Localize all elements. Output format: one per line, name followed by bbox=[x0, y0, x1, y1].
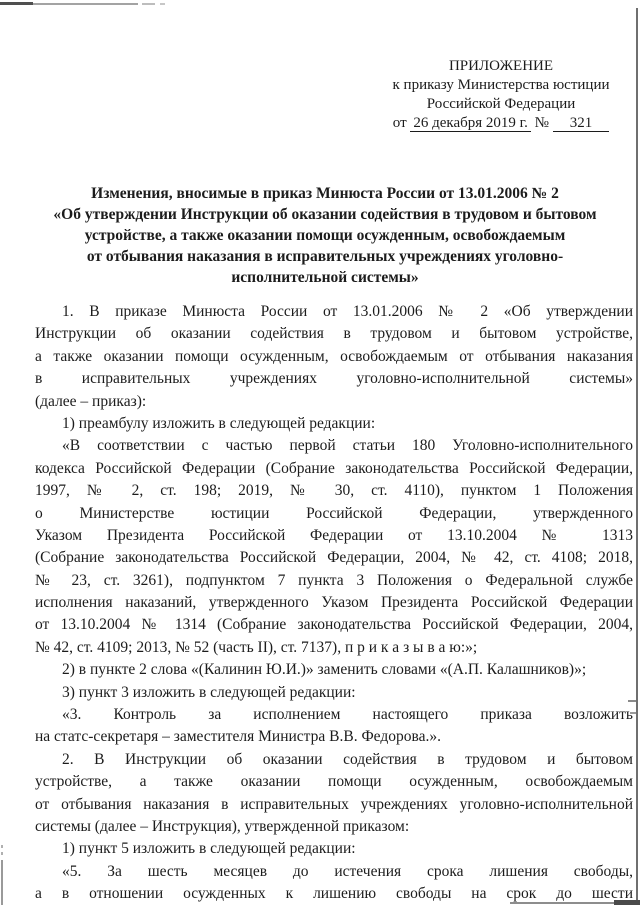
text-line: Указом Президента Российской Федерации от 13.10.2004 № 1313 bbox=[35, 526, 633, 544]
stamp-date-line bbox=[370, 114, 632, 133]
document-body bbox=[35, 301, 633, 905]
text-line: 2) в пункте 2 слова «(Калинин Ю.И.)» заменить словами «(А.П. Калашников)»; bbox=[62, 661, 587, 679]
text-line: от отбывания наказания в исправительных учреждениях уголовно-исполнительной bbox=[35, 795, 633, 813]
text-line: а в отношении осужденных к лишению свободы на срок до шести bbox=[35, 885, 633, 903]
text-line: № 42, ст. 4109; 2013, № 52 (часть II), ст. 7137), п р и к а з ы в а ю:»; bbox=[35, 638, 478, 656]
text-line: 1) пункт 5 изложить в следующей редакции: bbox=[62, 840, 356, 858]
stamp-line-order: к приказу Министерства юстиции bbox=[392, 77, 610, 93]
text-line: устройстве, а также оказании помощи осужденным, освобождаемым bbox=[35, 773, 633, 791]
paragraph-2 bbox=[35, 413, 633, 435]
text-line: на статс-секретаря – заместителя Министра В.В. Федорова.». bbox=[35, 728, 441, 746]
text-line: 3) пункт 3 изложить в следующей редакции: bbox=[62, 683, 356, 701]
paragraph-7 bbox=[35, 749, 633, 839]
title-line: «Об утверждении Инструкции об оказании содействия в трудовом и бытовом bbox=[53, 206, 597, 223]
date-underlined-value: 26 декабря 2019 г. bbox=[410, 115, 531, 132]
scan-artifact-top-dash bbox=[142, 3, 155, 5]
text-line: 1. В приказе Минюста России от 13.01.2006 № 2 «Об утверждении bbox=[62, 303, 633, 320]
text-line: кодекса Российской Федерации (Собрание законодательства Российской Федерации, bbox=[35, 459, 633, 477]
scan-artifact-top-edge-dark bbox=[0, 2, 33, 5]
approval-stamp bbox=[370, 57, 632, 133]
scan-artifact-left-dot bbox=[1, 852, 3, 855]
stamp-line-appendix: ПРИЛОЖЕНИЕ bbox=[448, 58, 554, 74]
scan-artifact-top-dash bbox=[160, 3, 165, 5]
text-line: а также оказании помощи осужденным, освобождаемым от отбывания наказания bbox=[35, 347, 633, 365]
document-title bbox=[25, 183, 625, 288]
text-line: «5. За шесть месяцев до истечения срока лишения свободы, bbox=[62, 862, 633, 880]
title-line: устройстве, а также оказании помощи осужденным, освобождаемым bbox=[84, 227, 566, 244]
text-line: «3. Контроль за исполнением настоящего приказа возложить bbox=[62, 706, 633, 724]
paragraph-4 bbox=[35, 659, 633, 681]
scan-artifact-left-dot bbox=[1, 845, 3, 848]
date-prefix: от bbox=[392, 115, 407, 131]
paragraph-5 bbox=[35, 682, 633, 704]
text-line: о Министерстве юстиции Российской Федерации, утвержденного bbox=[35, 504, 633, 522]
number-sign: № bbox=[534, 115, 549, 131]
title-line: Изменения, вносимые в приказ Минюста России от 13.01.2006 № 2 bbox=[91, 185, 559, 202]
scan-artifact-right-edge-line bbox=[636, 8, 638, 905]
text-line: № 23, ст. 3261), подпунктом 7 пункта 3 Положения о Федеральной службе bbox=[35, 571, 633, 589]
text-line: 1997, № 2, ст. 198; 2019, № 30, ст. 4110), пунктом 1 Положения bbox=[35, 482, 633, 500]
scan-artifact-left-edge-line bbox=[1, 860, 3, 905]
paragraph-6 bbox=[35, 704, 633, 749]
text-line: (Собрание законодательства Российской Федерации, 2004, № 42, ст. 4108; 2018, bbox=[35, 549, 633, 567]
text-line: 1) преамбулу изложить в следующей редакции: bbox=[62, 414, 376, 432]
paragraph-3 bbox=[35, 435, 633, 659]
text-line: от 13.10.2004 № 1314 (Собрание законодательства Российской Федерации, 2004, bbox=[35, 616, 633, 634]
text-line: (далее – приказ): bbox=[35, 392, 147, 410]
text-line: в исправительных учреждениях уголовно-исполнительной системы» bbox=[35, 370, 633, 388]
title-line: от отбывания наказания в исправительных учреждениях уголовно- bbox=[86, 248, 564, 265]
text-line: системы (далее – Инструкция), утвержденной приказом: bbox=[35, 817, 410, 835]
text-line: Инструкции об оказании содействия в трудовом и бытовом устройстве, bbox=[35, 325, 633, 343]
text-line: «В соответствии с частью первой статьи 180 Уголовно-исполнительного bbox=[62, 437, 633, 455]
paragraph-9 bbox=[35, 861, 633, 905]
title-line: исполнительной системы» bbox=[231, 269, 419, 286]
number-underlined-value: 321 bbox=[553, 115, 610, 132]
stamp-line-federation: Российской Федерации bbox=[426, 96, 576, 112]
text-line: 2. В Инструкции об оказании содействия в трудовом и бытовом bbox=[62, 750, 633, 768]
paragraph-8 bbox=[35, 838, 633, 860]
text-line: исполнения наказаний, утвержденного Указом Президента Российской Федерации bbox=[35, 594, 633, 612]
scan-artifact-top-edge-light bbox=[33, 3, 138, 5]
paragraph-1 bbox=[35, 301, 633, 413]
